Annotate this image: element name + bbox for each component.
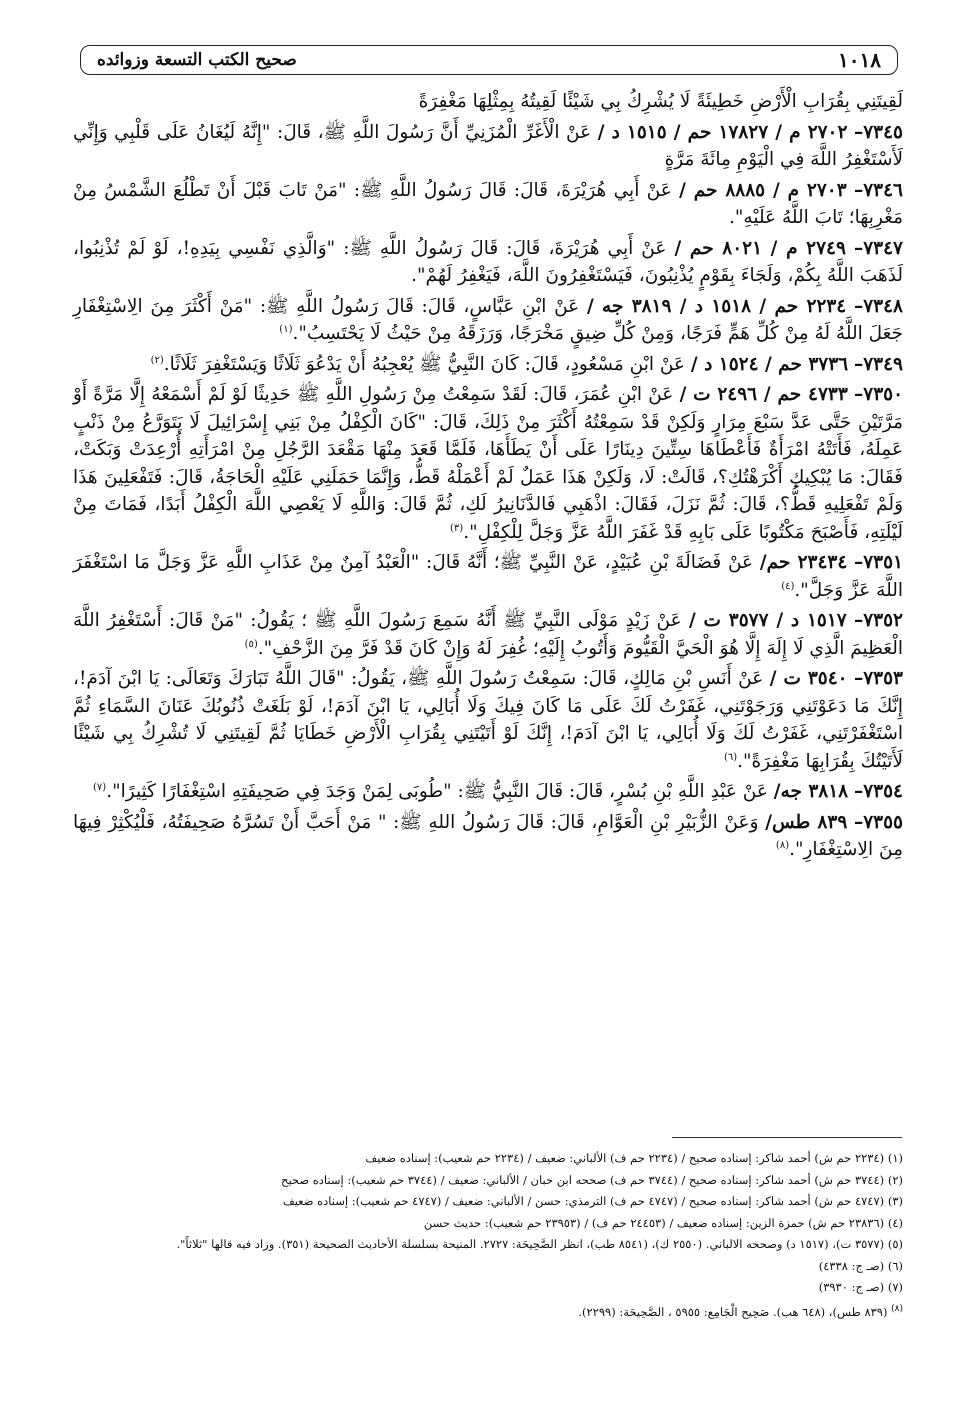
footnote-text: (صـ ج: ٤٣٣٨): [818, 1258, 885, 1273]
hadith-entry: [73, 381, 903, 546]
footnote-marker[interactable]: (٨): [775, 839, 790, 851]
footnote: [73, 1299, 903, 1323]
hadith-text: عَنْ ابْنِ عُمَرَ، قَالَ: لَقَدْ سَمِعْتُ مِنْ رَسُولِ اللَّهِ ﷺ حَدِيثًا لَوْ لَمْ أَسْمَعْهُ إِلَّا مَرَّةً أَوْ مَرَّتَيْنِ حَتَّى عَدَّ سَبْعَ مِرَارٍ وَلَكِنْ قَدْ سَمِعْتُهُ أَكْثَرَ مِنْ ذَلِكَ، قَالَ: "كَانَ الْكِفْلُ مِنْ بَنِي إِسْرَائِيلَ لَا يَتَوَرَّعُ مِنْ ذَنْبٍ عَمِلَهُ، فَأَتَتْهُ امْرَأَةٌ فَأَعْطَاهَا سِتِّينَ دِينَارًا عَلَى أَنْ يَطَأَهَا، فَلَمَّا قَعَدَ مِنْهَا مَقْعَدَ الرَّجُلِ مِنْ امْرَأَتِهِ أُرْعِدَتْ وَبَكَتْ، فَقَالَ: مَا يُبْكِيكِ أَكْرَهْتُكِ؟، قَالَتْ: لَا، وَلَكِنْ هَذَا عَمَلٌ لَمْ أَعْمَلْهُ قَطُّ، وَإِنَّمَا حَمَلَنِي عَلَيْهِ الْحَاجَةُ، قَالَ: فَتَفْعَلِينَ هَذَا وَلَمْ تَفْعَلِيهِ قَطُّ؟، قَالَ: ثُمَّ نَزَلَ، فَقَالَ: اذْهَبِي فَالدَّنَانِيرُ لَكِ، ثُمَّ قَالَ: وَاللَّهِ لَا يَعْصِي اللَّهَ الْكِفْلُ أَبَدًا، فَمَاتَ مِنْ لَيْلَتِهِ، فَأَصْبَحَ مَكْتُوبًا عَلَى بَابِهِ قَدْ غَفَرَ اللَّهُ عَزَّ وَجَلَّ لِلْكِفْلِ".: [73, 384, 903, 543]
hadith-number: ٧٣٥٤–: [854, 781, 903, 802]
footnote-number: (١): [887, 1151, 903, 1165]
page-number: ١٠١٨: [838, 48, 881, 72]
footnote-text: (٤٧٤٧ حم ش) أحمد شاكر: إسناده صحيح / (٤٧٤٧ حم ف) الترمذي: حسن / الألباني: ضعيف / (٤٧٤٧ حم شعيب): إسناده ضعيف: [282, 1194, 885, 1208]
footnote-marker[interactable]: (٢): [150, 354, 164, 366]
hadith-reference: ٢٧٠٢ م / ١٧٨٢٧ حم / ١٥١٥ د /: [597, 121, 848, 143]
footnote-text: (صـ ج: ٣٩٣٠): [818, 1280, 885, 1294]
hadith-text: عَنْ زَيْدٍ مَوْلَى النَّبِيِّ ﷺ أَنَّهُ سَمِعَ رَسُولَ اللَّهِ ﷺ ؛ يَقُولُ: "مَنْ قَالَ: أَسْتَغْفِرُ اللَّهَ الْعَظِيمَ الَّذِي لَا إِلَهَ إِلَّا هُوَ الْحَيَّ الْقَيُّومَ وَأَتُوبُ إِلَيْهِ؛ غُفِرَ لَهُ وَإِنْ كَانَ قَدْ فَرَّ مِنَ الزَّحْفِ".: [73, 610, 903, 659]
footnote: [73, 1256, 903, 1278]
footnote-text: (٢٢٣٤ حم ش) أحمد شاكر: إسناده صحيح / (٢٢٣٤ حم ف) الألباني: ضعيف / (٢٢٣٤ حم شعيب): إسناده ضعيف: [365, 1151, 885, 1165]
footnote: [73, 1234, 903, 1256]
hadith-reference: ١٥١٧ د / ٣٥٧٧ ت /: [688, 610, 847, 631]
hadith-reference: ٢٧٠٣ م / ٨٨٨٥ حم /: [679, 179, 847, 201]
hadith-entry: [73, 809, 903, 864]
hadith-reference: ٨٣٩ طس/: [765, 811, 848, 833]
footnote-marker[interactable]: (٧): [93, 781, 107, 793]
hadith-number: ٧٣٥٠–: [854, 384, 904, 405]
hadith-reference: ٤٧٣٣ حم / ٢٤٩٦ ت /: [679, 384, 848, 405]
hadith-entry: [73, 778, 903, 806]
hadith-number: ٧٣٤٨–: [854, 295, 903, 317]
hadith-body: [73, 88, 903, 867]
footnote-text: (٨٣٩ طس)، (٦٤٨ هب). صَحِيح الْجَامِع: ٥٩٥٥ ، الصَّحِيحَة: (٢٢٩٩).: [578, 1304, 888, 1319]
footnote-marker[interactable]: (٤): [781, 580, 795, 592]
hadith-text: عَنْ عَبْدِ اللَّهِ بْنِ بُسْرٍ، قَالَ: قَالَ النَّبِيُّ ﷺ: "طُوبَى لِمَنْ وَجَدَ فِي صَحِيفَتِهِ اسْتِغْفَارًا كَثِيرًا".: [106, 781, 768, 802]
footnote: [73, 1170, 903, 1192]
footnote-number: (٣): [887, 1194, 903, 1208]
footnote: [73, 1277, 903, 1299]
hadith-reference: ٢٧٤٩ م / ٨٠٢١ حم /: [674, 237, 846, 259]
hadith-entry: [73, 235, 903, 290]
footnote-marker[interactable]: (٣): [450, 522, 464, 534]
hadith-entry: [73, 549, 903, 604]
hadith-text: عَنْ أَنَسِ بْنِ مَالِكٍ، قَالَ: سَمِعْتُ رَسُولَ اللَّهِ ﷺ، يَقُولُ: "قَالَ اللَّهُ تَبَارَكَ وَتَعَالَى: يَا ابْنَ آدَمَ!، إِنَّكَ مَا دَعَوْتَنِي وَرَجَوْتَنِي، غَفَرْتُ لَكَ عَلَى مَا كَانَ فِيكَ وَلَا أُبَالِي، يَا ابْنَ آدَمَ!، لَوْ بَلَغَتْ ذُنُوبُكَ عَنَانَ السَّمَاءِ ثُمَّ اسْتَغْفَرْتَنِي، غَفَرْتُ لَكَ وَلَا أُبَالِي، يَا ابْنَ آدَمَ!، إِنَّكَ لَوْ أَتَيْتَنِي بِقُرَابِ الْأَرْضِ خَطَايَا ثُمَّ لَقِيتَنِي لَا تُشْرِكُ بِي شَيْئًا لَأَتَيْتُكَ بِقُرَابِهَا مَغْفِرَةً".: [73, 668, 903, 772]
hadith-entry: [73, 293, 903, 348]
hadith-text: لَقِيتَنِي بِقُرَابِ الْأَرْضِ خَطِيئَةً لَا يُشْرِكُ بِي شَيْئًا لَقِيتُهُ بِمِثْلِهَا مَغْفِرَةً: [418, 91, 903, 112]
page-header: [80, 45, 898, 75]
hadith-number: ٧٣٤٩–: [854, 353, 903, 375]
footnote-number: (٧): [887, 1280, 903, 1294]
hadith-text: عَنْ ابْنِ مَسْعُودٍ، قَالَ: كَانَ النَّبِيُّ ﷺ يُعْجِبُهُ أَنْ يَدْعُوَ ثَلَاثًا وَيَسْتَغْفِرَ ثَلَاثًا.: [163, 353, 685, 375]
footnote-text: (٢٣٨٣٦ حم ش) حمزة الزين: إسناده ضعيف / (٢٤٤٥٣ حم ف) / (٢٣٩٥٣ حم شعيب): حديث حسن: [423, 1215, 885, 1230]
hadith-reference: ٣٧٣٦ حم / ١٥٢٤ د /: [690, 353, 849, 375]
hadith-reference: ٣٨١٨ جه/: [773, 781, 849, 802]
footnote: [73, 1191, 903, 1213]
hadith-number: ٧٣٤٥–: [853, 121, 903, 143]
hadith-entry: [73, 351, 903, 379]
hadith-number: ٧٣٥١–: [854, 552, 903, 573]
footnote: [73, 1148, 903, 1170]
hadith-text: عَنْ فَضَالَةَ بْنِ عُبَيْدٍ، عَنْ النَّبِيِّ ﷺ؛ أَنَّهُ قَالَ: "الْعَبْدُ آمِنٌ مِنْ عَذَابِ اللَّهِ عَزَّ وَجَلَّ مَا اسْتَغْفَرَ اللَّهَ عَزَّ وَجَلَّ".: [73, 552, 903, 601]
hadith-reference: ٢٢٣٤ حم / ١٥١٨ د / ٣٨١٩ جه /: [586, 295, 847, 317]
footnote-marker[interactable]: (٥): [244, 638, 258, 650]
footnote-divider: [672, 1137, 902, 1138]
hadith-text: عَنْ ابْنِ عَبَّاسٍ، قَالَ: قَالَ رَسُولُ اللَّهِ ﷺ: "مَنْ أَكْثَرَ مِنَ الِاسْتِغْفَارِ جَعَلَ اللَّهُ لَهُ مِنْ كُلِّ هَمٍّ فَرَجًا، وَمِنْ كُلِّ ضِيقٍ مَخْرَجًا، وَرَزَقَهُ مِنْ حَيْثُ لَا يَحْتَسِبُ".: [73, 295, 903, 344]
hadith-entry: [73, 607, 903, 662]
hadith-entry: [73, 665, 903, 775]
footnote-marker[interactable]: (٦): [723, 751, 738, 763]
footnote: [73, 1213, 903, 1235]
footnote-number: (٦): [887, 1258, 903, 1273]
footnote-number: (٤): [887, 1215, 903, 1230]
hadith-entry: [73, 177, 903, 232]
footnote-text: (٣٥٧٧ ت)، (١٥١٧ د) وصححه الالباني. (٢٥٥٠ ك)، (٨٥٤١ طب)، انظر الصَّحِيحَة: ٢٧٢٧. المنيحة بسلسلة الأحاديث الصحيحة (٣٥١). وزاد فيه قالها "ثلاثاً".: [176, 1237, 885, 1251]
hadith-entry: [73, 88, 903, 116]
footnotes: [73, 1148, 903, 1323]
hadith-number: ٧٣٤٧–: [853, 237, 903, 259]
hadith-text: وَعَنْ الزُّبَيْرِ بْنِ الْعَوَّامِ، قَالَ: قَالَ رَسُولُ اللهِ ﷺ: " مَنْ أَحَبَّ أَنْ تَسُرَّهُ صَحِيفَتُهُ، فَلْيُكْثِرْ فِيهَا مِنَ الِاسْتِغْفَارِ".: [73, 811, 903, 860]
hadith-reference: ٢٣٤٣٤ حم/: [759, 552, 848, 573]
footnote-number: (٢): [887, 1172, 903, 1187]
hadith-number: ٧٣٥٢–: [853, 610, 903, 631]
footnote-text: (٣٧٤٤ حم ش) أحمد شاكر: إسناده صحيح / (٣٧٤٤ حم ف) صححه ابن حبان / الألباني: ضعيف / (٣٧٤٤ حم شعيب): إسناده صحيح: [281, 1172, 885, 1187]
hadith-text: عَنْ الْأَغَرِّ الْمُزَنِيِّ أَنَّ رَسُولَ اللَّهِ ﷺ، قَالَ: "إِنَّهُ لَيُغَانُ عَلَى قَلْبِي وَإِنِّي لَأَسْتَغْفِرُ اللَّهَ فِي الْيَوْمِ مِائَةَ مَرَّةٍ: [73, 121, 903, 170]
hadith-number: ٧٣٥٥–: [854, 811, 903, 833]
hadith-entry: [73, 119, 903, 174]
hadith-text: عَنْ أَبِي هُرَيْرَةَ، قَالَ: قَالَ رَسُولُ اللَّهِ ﷺ: "مَنْ تَابَ قَبْلَ أَنْ تَطْلُعَ الشَّمْسُ مِنْ مَغْرِبِهَا؛ تَابَ اللَّهُ عَلَيْهِ".: [73, 179, 903, 228]
hadith-number: ٧٣٤٦–: [853, 179, 903, 201]
footnote-marker[interactable]: (١): [279, 323, 293, 335]
hadith-reference: ٣٥٤٠ ت /: [769, 668, 848, 689]
hadith-text: عَنْ أَبِي هُرَيْرَةَ، قَالَ: قَالَ رَسُولُ اللَّهِ ﷺ: "وَالَّذِي نَفْسِي بِيَدِهِ!، لَوْ لَمْ تُذْنِبُوا، لَذَهَبَ اللَّهُ بِكُمْ، وَلَجَاءَ بِقَوْمٍ يُذْنِبُونَ، فَيَسْتَغْفِرُونَ اللَّهَ، فَيَغْفِرُ لَهُمْ".: [73, 237, 903, 286]
hadith-number: ٧٣٥٣–: [853, 668, 903, 689]
book-title: صحيح الكتب التسعة وزوائده: [97, 50, 297, 70]
footnote-number: (٥): [887, 1237, 903, 1251]
footnote-number: (٨): [891, 1303, 903, 1314]
